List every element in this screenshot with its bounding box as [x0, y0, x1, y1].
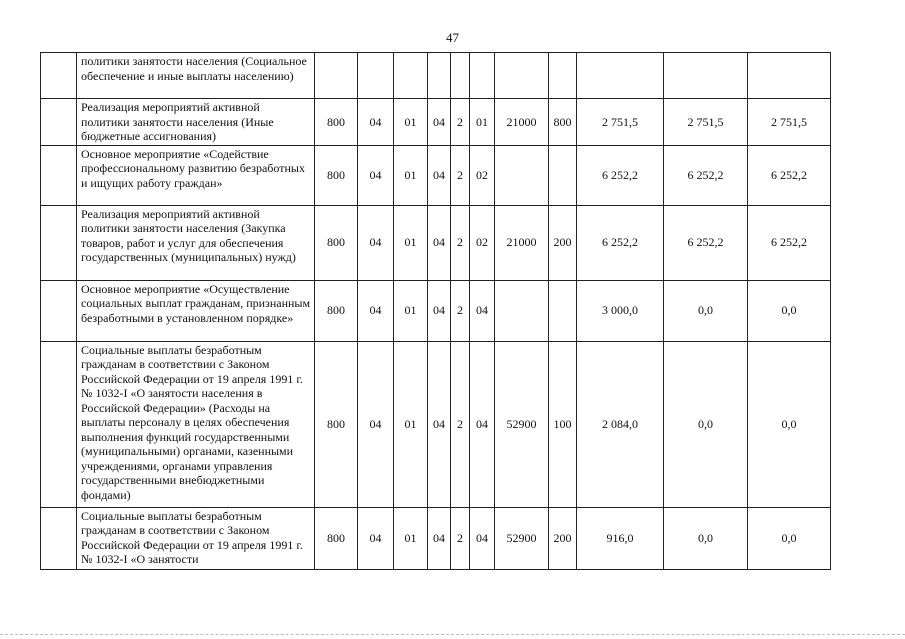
code-ministry: 800 [315, 145, 358, 205]
code-subsection: 01 [394, 145, 428, 205]
code-subsection: 01 [394, 507, 428, 569]
amount-year-3: 0,0 [748, 341, 831, 507]
amount-year-2: 6 252,2 [664, 205, 748, 280]
code-event [470, 53, 495, 99]
code-section [358, 53, 394, 99]
code-expense-type [549, 280, 577, 341]
code-subprogram: 2 [451, 205, 470, 280]
amount-year-2: 0,0 [664, 507, 748, 569]
code-program: 04 [428, 507, 451, 569]
amount-year-1: 6 252,2 [577, 145, 664, 205]
code-expense-type: 200 [549, 205, 577, 280]
code-program: 04 [428, 99, 451, 146]
code-program: 04 [428, 205, 451, 280]
code-ministry [315, 53, 358, 99]
code-subprogram: 2 [451, 145, 470, 205]
amount-year-3: 2 751,5 [748, 99, 831, 146]
scan-edge-line [0, 634, 905, 635]
code-event: 01 [470, 99, 495, 146]
row-marker-cell [41, 341, 77, 507]
code-program: 04 [428, 341, 451, 507]
code-section: 04 [358, 507, 394, 569]
code-event: 02 [470, 145, 495, 205]
amount-year-3: 6 252,2 [748, 145, 831, 205]
amount-year-2: 0,0 [664, 280, 748, 341]
row-marker-cell [41, 99, 77, 146]
code-ministry: 800 [315, 99, 358, 146]
code-subsection [394, 53, 428, 99]
amount-year-3: 6 252,2 [748, 205, 831, 280]
code-program [428, 53, 451, 99]
table-row [41, 507, 831, 569]
code-subsection: 01 [394, 280, 428, 341]
row-marker-cell [41, 205, 77, 280]
amount-year-2: 6 252,2 [664, 145, 748, 205]
code-event: 04 [470, 507, 495, 569]
item-name: политики занятости населения (Социальное обеспечение и иные выплаты населению) [77, 53, 315, 99]
code-section: 04 [358, 99, 394, 146]
amount-year-3: 0,0 [748, 280, 831, 341]
code-ministry: 800 [315, 507, 358, 569]
code-event: 04 [470, 280, 495, 341]
item-name: Основное мероприятие «Осуществление социальных выплат гражданам, признанным безработными в установленном порядке» [77, 280, 315, 341]
code-expense-type: 800 [549, 99, 577, 146]
code-section: 04 [358, 145, 394, 205]
row-marker-cell [41, 145, 77, 205]
code-subsection: 01 [394, 205, 428, 280]
code-ministry: 800 [315, 205, 358, 280]
amount-year-2 [664, 53, 748, 99]
page-number: 47 [446, 30, 459, 45]
amount-year-1: 6 252,2 [577, 205, 664, 280]
amount-year-1: 2 084,0 [577, 341, 664, 507]
code-expense-type: 200 [549, 507, 577, 569]
table-row [41, 341, 831, 507]
amount-year-1 [577, 53, 664, 99]
code-expense-type: 100 [549, 341, 577, 507]
code-ministry: 800 [315, 341, 358, 507]
code-direction: 21000 [495, 205, 549, 280]
budget-table [40, 52, 831, 570]
code-subsection: 01 [394, 341, 428, 507]
code-subprogram: 2 [451, 280, 470, 341]
code-subprogram: 2 [451, 99, 470, 146]
amount-year-2: 0,0 [664, 341, 748, 507]
code-section: 04 [358, 341, 394, 507]
table-row [41, 205, 831, 280]
code-section: 04 [358, 205, 394, 280]
code-expense-type [549, 145, 577, 205]
code-program: 04 [428, 280, 451, 341]
code-expense-type [549, 53, 577, 99]
amount-year-3 [748, 53, 831, 99]
amount-year-1: 916,0 [577, 507, 664, 569]
row-marker-cell [41, 507, 77, 569]
item-name: Социальные выплаты безработным гражданам в соответствии с Законом Российской Федерации от 19 апреля 1991 г. № 1032-I «О занятости населения в Российской Федерации» (Расходы на выплаты персоналу в целях обеспечения выполнения функций государственными (муниципальными) органами, казенными учреждениями, органами управления государственными внебюджетными фондами) [77, 341, 315, 507]
amount-year-1: 3 000,0 [577, 280, 664, 341]
amount-year-2: 2 751,5 [664, 99, 748, 146]
table-row [41, 99, 831, 146]
code-subprogram [451, 53, 470, 99]
item-name: Основное мероприятие «Содействие профессиональному развитию безработных и ищущих работу граждан» [77, 145, 315, 205]
code-subsection: 01 [394, 99, 428, 146]
code-direction: 52900 [495, 341, 549, 507]
amount-year-1: 2 751,5 [577, 99, 664, 146]
amount-year-3: 0,0 [748, 507, 831, 569]
table-row [41, 280, 831, 341]
code-ministry: 800 [315, 280, 358, 341]
item-name: Социальные выплаты безработным гражданам в соответствии с Законом Российской Федерации от 19 апреля 1991 г. № 1032-I «О занятости [77, 507, 315, 569]
code-direction: 52900 [495, 507, 549, 569]
code-event: 02 [470, 205, 495, 280]
code-event: 04 [470, 341, 495, 507]
code-direction [495, 53, 549, 99]
row-marker-cell [41, 280, 77, 341]
code-direction [495, 145, 549, 205]
code-direction: 21000 [495, 99, 549, 146]
code-subprogram: 2 [451, 507, 470, 569]
table-row [41, 53, 831, 99]
code-subprogram: 2 [451, 341, 470, 507]
code-program: 04 [428, 145, 451, 205]
table-row [41, 145, 831, 205]
row-marker-cell [41, 53, 77, 99]
item-name: Реализация мероприятий активной политики занятости населения (Закупка товаров, работ и услуг для обеспечения государственных (муниципальных) нужд) [77, 205, 315, 280]
code-section: 04 [358, 280, 394, 341]
code-direction [495, 280, 549, 341]
item-name: Реализация мероприятий активной политики занятости населения (Иные бюджетные ассигнования) [77, 99, 315, 146]
